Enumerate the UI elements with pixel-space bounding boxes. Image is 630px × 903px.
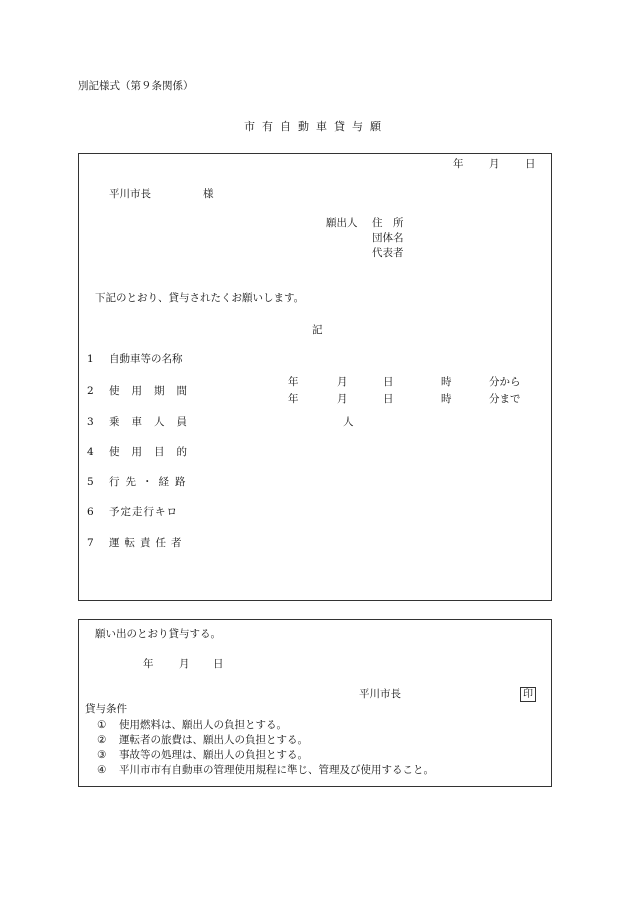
period-from-month: 月	[337, 376, 348, 388]
condition-1-mark: ①	[97, 719, 107, 731]
item-3-num: 3	[87, 416, 94, 428]
condition-4-text: 平川市市有自動車の管理使用規程に準じ、管理及び使用すること。	[119, 764, 434, 776]
period-to-hour: 時	[441, 393, 452, 405]
approval-date-day: 日	[213, 658, 224, 670]
item-5-label: 行先・経路	[109, 476, 192, 488]
item-4-num: 4	[87, 446, 94, 458]
item-7-num: 7	[87, 537, 94, 549]
condition-2-text: 運転者の旅費は、願出人の負担とする。	[119, 734, 308, 746]
page-title: 市有自動車貸与願	[244, 120, 388, 133]
item-6-label: 予定走行キロ	[109, 506, 178, 518]
period-from-day: 日	[383, 376, 394, 388]
item-4-label: 使用目的	[109, 446, 199, 458]
approval-date-month: 月	[179, 658, 190, 670]
period-to-month: 月	[337, 393, 348, 405]
condition-4-mark: ④	[97, 764, 107, 776]
request-date-month: 月	[489, 158, 500, 170]
period-from-hour: 時	[441, 376, 452, 388]
request-intro: 下記のとおり、貸与されたくお願いします。	[95, 292, 305, 304]
approval-date-year: 年	[143, 658, 154, 670]
applicant-group-label: 団体名	[372, 232, 404, 244]
item-7-label: 運転責任者	[109, 537, 187, 549]
persons-unit: 人	[343, 416, 354, 428]
period-to-minute: 分まで	[489, 393, 521, 405]
item-1-label: 自動車等の名称	[109, 353, 183, 365]
condition-3-mark: ③	[97, 749, 107, 761]
approval-section	[78, 619, 552, 787]
item-2-num: 2	[87, 385, 94, 397]
applicant-address-label: 住 所	[372, 217, 404, 229]
condition-3-text: 事故等の処理は、願出人の負担とする。	[119, 749, 308, 761]
item-6-num: 6	[87, 506, 94, 518]
addressee-honorific: 様	[203, 188, 214, 200]
condition-1-text: 使用燃料は、願出人の負担とする。	[119, 719, 287, 731]
item-1-num: 1	[87, 353, 94, 365]
applicant-label: 願出人	[326, 217, 358, 229]
seal-mark: 印	[520, 687, 536, 702]
period-to-day: 日	[383, 393, 394, 405]
conditions-title: 貸与条件	[85, 703, 127, 715]
period-from-year: 年	[288, 376, 299, 388]
form-label: 別記様式（第９条関係）	[78, 80, 194, 92]
item-3-label: 乗車人員	[109, 416, 199, 428]
addressee-name: 平川市長	[109, 188, 151, 200]
item-2-label: 使用期間	[109, 385, 199, 397]
request-form	[78, 153, 552, 601]
request-date-day: 日	[525, 158, 536, 170]
ki-heading: 記	[312, 324, 323, 336]
period-to-year: 年	[288, 393, 299, 405]
period-from-minute: 分から	[489, 376, 521, 388]
approval-text: 願い出のとおり貸与する。	[95, 628, 221, 640]
applicant-representative-label: 代表者	[372, 247, 404, 259]
condition-2-mark: ②	[97, 734, 107, 746]
request-date-year: 年	[453, 158, 464, 170]
approval-signer: 平川市長	[359, 688, 401, 700]
item-5-num: 5	[87, 476, 94, 488]
